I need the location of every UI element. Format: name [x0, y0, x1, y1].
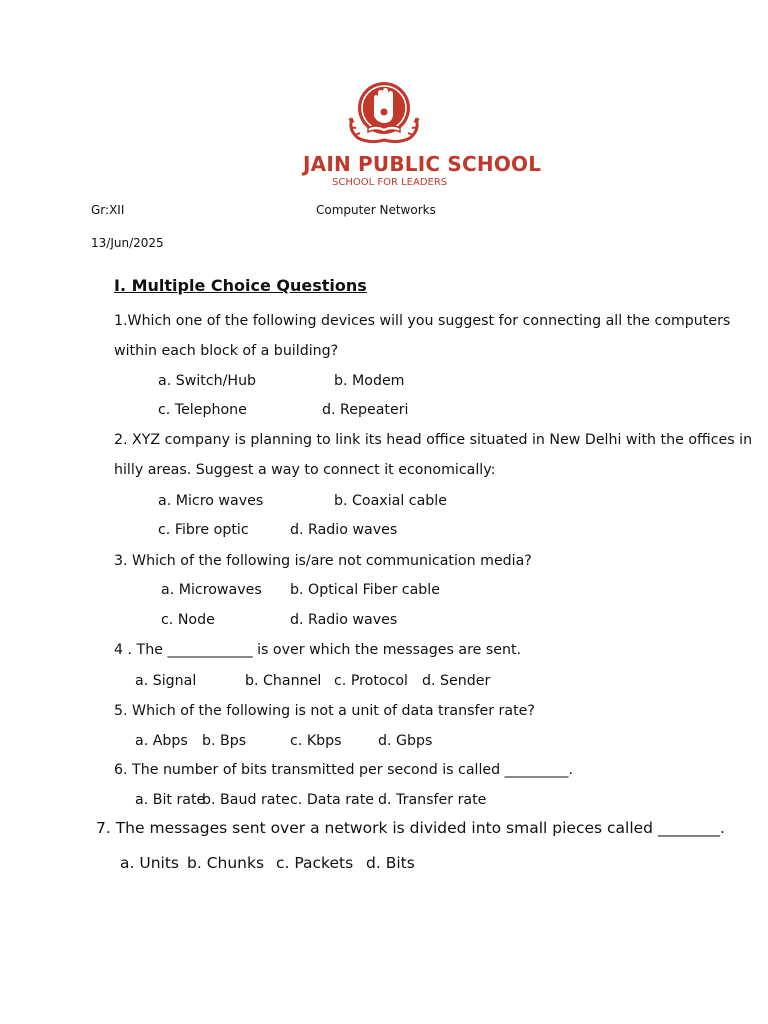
question-2-option-d: d. Radio waves [290, 522, 398, 538]
question-4-option-d: d. Sender [422, 673, 491, 689]
question-5-line-1: 5. Which of the following is not a unit of data transfer rate? [114, 703, 535, 719]
subject-label: Computer Networks [316, 203, 436, 217]
question-7-option-c: c. Packets [276, 854, 354, 872]
question-3-option-d: d. Radio waves [290, 612, 398, 628]
question-1-option-d: d. Repeateri [322, 402, 409, 418]
hand-emblem-icon [344, 78, 424, 146]
question-3-option-a: a. Microwaves [161, 582, 262, 598]
question-6-option-d: d. Transfer rate [378, 792, 487, 808]
question-2-line-2: hilly areas. Suggest a way to connect it economically: [114, 462, 496, 478]
question-5-option-a: a. Abps [135, 733, 188, 749]
question-7-line-1: 7. The messages sent over a network is divided into small pieces called ________. [96, 819, 725, 837]
section-title: I. Multiple Choice Questions [114, 276, 367, 295]
question-1-line-1: 1.Which one of the following devices will you suggest for connecting all the computers [114, 313, 731, 329]
question-6-option-c: c. Data rate [290, 792, 375, 808]
question-4-option-b: b. Channel [245, 673, 322, 689]
question-7-option-a: a. Units [120, 854, 179, 872]
question-3-option-c: c. Node [161, 612, 215, 628]
question-1-option-b: b. Modem [334, 373, 405, 389]
school-name: JAIN PUBLIC SCHOOL [303, 152, 542, 176]
grade-label: Gr:XII [91, 203, 125, 217]
question-5-option-b: b. Bps [202, 733, 247, 749]
date-label: 13/Jun/2025 [91, 236, 164, 250]
question-2-option-c: c. Fibre optic [158, 522, 249, 538]
question-2-line-1: 2. XYZ company is planning to link its head office situated in New Delhi with the offices in [114, 432, 753, 448]
question-1-line-2: within each block of a building? [114, 343, 339, 359]
question-4-option-c: c. Protocol [334, 673, 408, 689]
school-tagline: SCHOOL FOR LEADERS [332, 177, 448, 188]
question-6-line-1: 6. The number of bits transmitted per second is called _________. [114, 762, 574, 778]
question-3-option-b: b. Optical Fiber cable [290, 582, 440, 598]
question-2-option-a: a. Micro waves [158, 493, 264, 509]
question-3-line-1: 3. Which of the following is/are not communication media? [114, 553, 532, 569]
question-2-option-b: b. Coaxial cable [334, 493, 447, 509]
question-7-option-b: b. Chunks [187, 854, 265, 872]
question-7-option-d: d. Bits [366, 854, 415, 872]
question-4-option-a: a. Signal [135, 673, 197, 689]
question-6-option-a: a. Bit rate [135, 792, 206, 808]
question-6-option-b: b. Baud rate [202, 792, 290, 808]
question-1-option-c: c. Telephone [158, 402, 247, 418]
question-4-line-1: 4 . The ____________ is over which the messages are sent. [114, 642, 522, 658]
question-5-option-d: d. Gbps [378, 733, 433, 749]
question-5-option-c: c. Kbps [290, 733, 342, 749]
question-1-option-a: a. Switch/Hub [158, 373, 257, 389]
